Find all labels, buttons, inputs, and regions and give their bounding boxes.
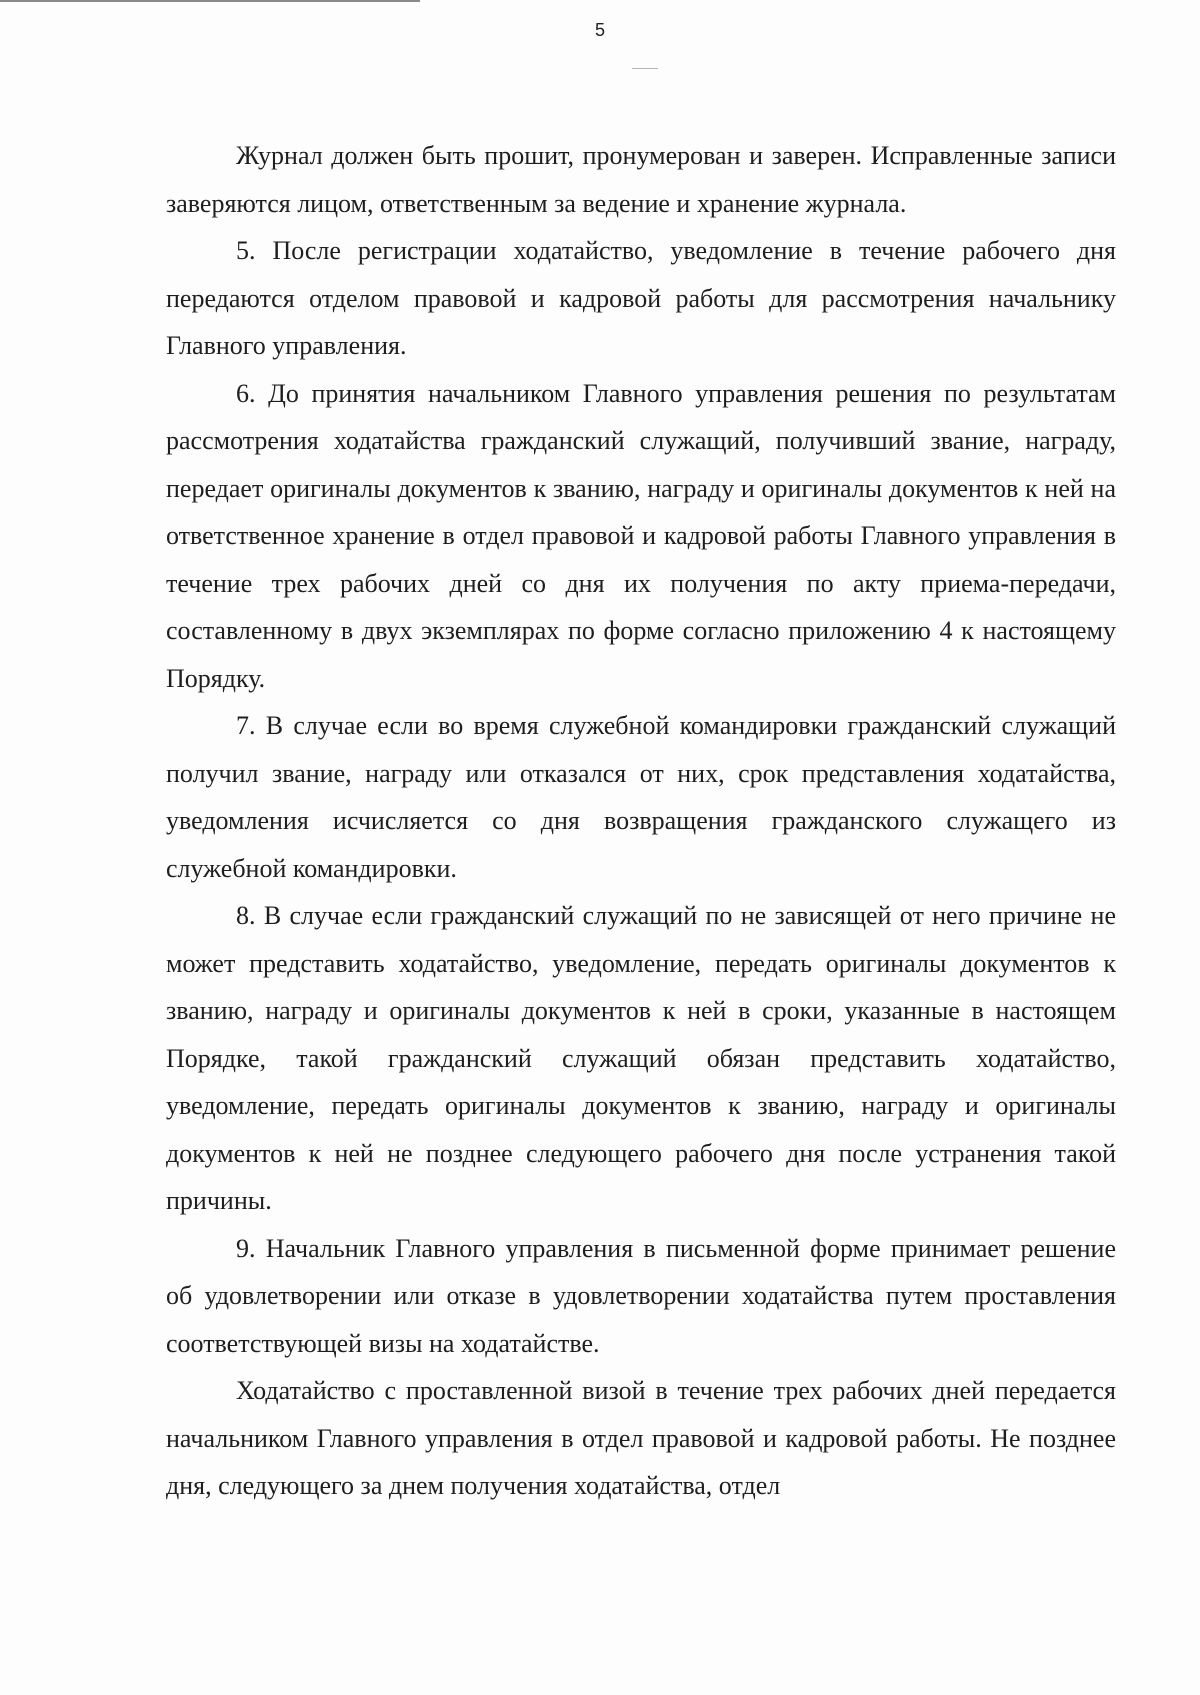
paragraph-item-6: 6. До принятия начальником Главного управления решения по результатам рассмотрения ходатайства гражданский служащий, получивший звание, награду, передает оригиналы документов к званию, награду и оригиналы документов к ней на ответственное хранение в отдел правовой и кадровой работы Главного управления в течение трех рабочих дней со дня их получения по акту приема-передачи, составленному в двух экземплярах по форме согласно приложению 4 к настоящему Порядку. [166, 378, 1116, 693]
paragraph-visa-transfer: Ходатайство с проставленной визой в течение трех рабочих дней передается начальником Главного управления в отдел правовой и кадровой работы. Не позднее дня, следующего за днем получения ходатайства, отдел [166, 1376, 1116, 1500]
paragraph-item-5: 5. После регистрации ходатайство, уведомление в течение рабочего дня передаются отделом правовой и кадровой работы для рассмотрения начальнику Главного управления. [166, 236, 1116, 360]
page-number: 5 [594, 20, 605, 40]
paragraph-item-8: 8. В случае если гражданский служащий по не зависящей от него причине не может представить ходатайство, уведомление, передать оригиналы документов к званию, награду и оригиналы документов к ней в сроки, указанные в настоящем Порядке, такой гражданский служащий обязан представить ходатайство, уведомление, передать оригиналы документов к званию, награду и оригиналы документов к ней не позднее следующего рабочего дня после устранения такой причины. [166, 901, 1116, 1215]
paragraph-journal-requirements: Журнал должен быть прошит, пронумерован и заверен. Исправленные записи заверяются лицом, ответственным за ведение и хранение журнала. [166, 141, 1116, 218]
paragraph-item-9: 9. Начальник Главного управления в письменной форме принимает решение об удовлетворении или отказе в удовлетворении ходатайства путем проставления соответствующей визы на ходатайстве. [166, 1233, 1116, 1358]
scan-edge-line [0, 0, 420, 2]
document-body [166, 132, 1116, 1510]
paragraph-item-7: 7. В случае если во время служебной командировки гражданский служащий получил звание, награду или отказался от них, срок представления ходатайства, уведомления исчисляется со дня возвращения гражданского служащего из служебной командировки. [166, 711, 1116, 883]
scan-mark [632, 68, 658, 69]
